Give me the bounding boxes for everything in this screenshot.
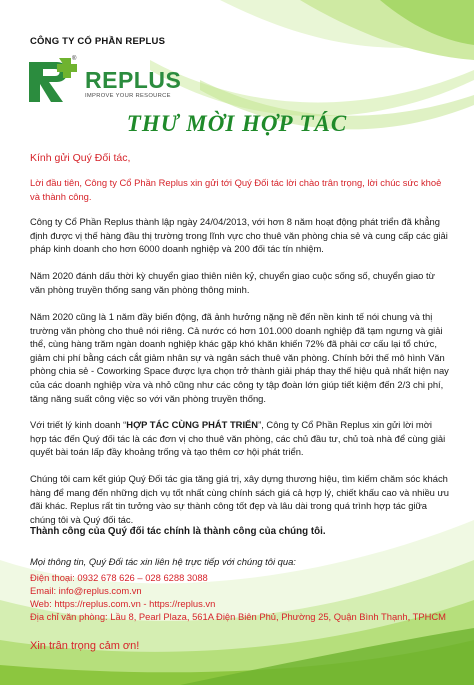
closing-statement: Thành công của Quý đối tác chính là thành công của chúng tôi. (30, 526, 326, 537)
thanks-line: Xin trân trọng cảm ơn! (30, 640, 140, 652)
company-logo (27, 56, 197, 108)
greeting: Kính gửi Quý Đối tác, (30, 152, 131, 164)
paragraph-commitment: Chúng tôi cam kết giúp Quý Đối tác gia tăng giá trị, xây dựng thương hiệu, tìm kiếm chăm sóc khách hàng để mang đến những dịch vụ tốt nhất cùng chính sách giá cả hợp lý, chiết khấu cao và nhiều ưu đãi khác. Replus rất tin tưởng vào sự thành công tốt đẹp và lâu dài trong quá trình hợp tác giữa chúng tôi và Quý đối tác. (30, 473, 449, 525)
paragraph-partnership-offer (30, 418, 450, 459)
registered-mark: ® (72, 56, 77, 62)
p4-text-after: ”, Công ty Cổ Phần Replus xin gửi lời mời hợp tác đến Quý đối tác là các đơn vị cho thuê văn phòng, các chủ đầu tư, chủ toà nhà để cùng giải quyết bài toán lấp đầy khoảng trống và tạo thêm cơ hội phát triển. (30, 419, 446, 458)
letter-title: THƯ MỜI HỢP TÁC (126, 111, 348, 136)
intro-paragraph: Lời đầu tiên, Công ty Cổ Phần Replus xin gửi tới Quý Đối tác lời chào trân trọng, lời chúc sức khoẻ và thành công. (30, 177, 442, 202)
paragraph-market-context: Năm 2020 cũng là 1 năm đầy biến động, đã ảnh hưởng nặng nề đến nền kinh tế nói chung và thị trường văn phòng cho thuê nói riêng. Cả nước có hơn 101.000 doanh nghiệp đã tạm ngưng và giải thể, cùng hàng trăm ngàn doanh nghiệp khác gặp khó khăn khiến 72% đã phải cơ cấu lại tổ chức, giảm chi phí bằng cách cắt giảm nhân sự và ngân sách thuê văn phòng. Chính bởi thế mô hình Văn phòng chia sẻ - Coworking Space được lựa chọn trở thành giải pháp thay thế hiệu quả nhất hiện nay của các doanh nghiệp vừa và nhỏ cũng như các công ty tập đoàn lớn giúp tiết kiệm đến 2/3 chi phí, tăng năng suất công việc so với văn phòng truyền thống. (30, 311, 449, 404)
logo-tagline: IMPROVE YOUR RESOURCE (85, 93, 171, 99)
contact-email: Email: info@replus.com.vn (30, 585, 142, 596)
contact-web: Web: https://replus.com.vn - https://replus.vn (30, 598, 216, 609)
paragraph-2020-transition: Năm 2020 đánh dấu thời kỳ chuyển giao thiên niên kỷ, chuyển giao cuộc sống số, chuyển giao từ văn phòng truyền thống sang văn phòng thông minh. (30, 270, 435, 295)
company-name: CÔNG TY CỔ PHẦN REPLUS (30, 36, 166, 47)
contact-address: Địa chỉ văn phòng: Lầu 8, Pearl Plaza, 561A Điện Biên Phủ, Phường 25, Quận Bình Thạnh, TPHCM (30, 611, 446, 622)
logo-wordmark: REPLUS (85, 67, 182, 93)
contact-phone: Điện thoại: 0932 678 626 – 028 6288 3088 (30, 572, 208, 583)
p4-text-before: Với triết lý kinh doanh “ (30, 419, 127, 430)
contact-intro: Mọi thông tin, Quý Đối tác xin liên hệ trực tiếp với chúng tôi qua: (30, 556, 296, 567)
replus-logo-icon (27, 56, 81, 104)
paragraph-company-history: Công ty Cổ Phần Replus thành lập ngày 24/04/2013, với hơn 8 năm hoạt động phát triển đã khẳng định được vị thế hàng đầu thị trường trong lĩnh vực cho thuê văn phòng chia sẻ và cung cấp các giải pháp kinh doanh cho hơn 6000 doanh nghiệp và 200 đối tác tín nhiệm. (30, 216, 448, 255)
p4-slogan: HỢP TÁC CÙNG PHÁT TRIỂN (126, 419, 259, 430)
